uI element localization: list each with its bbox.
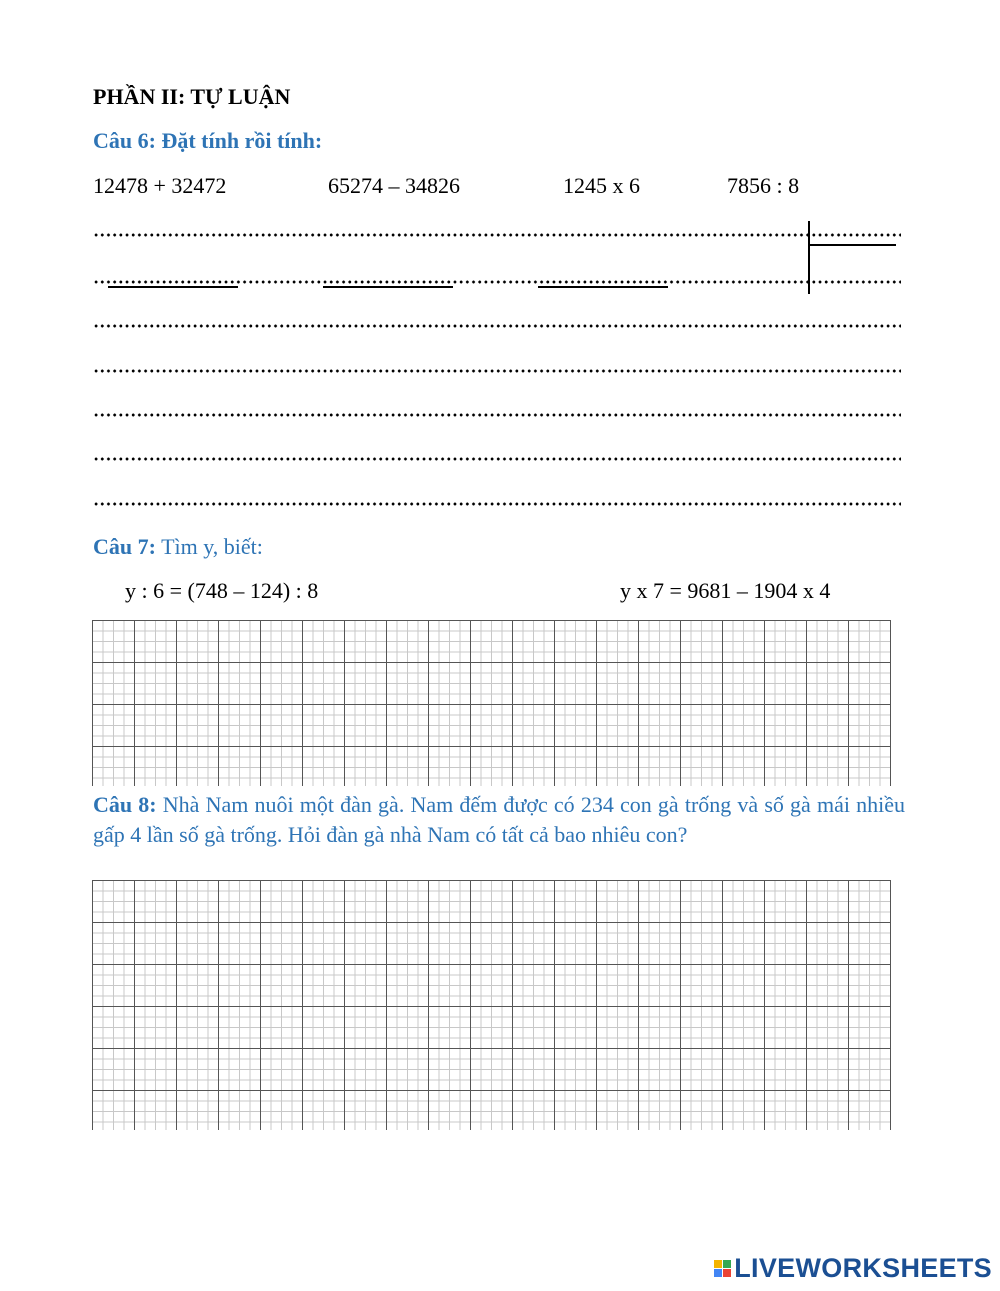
question-7-label: Câu 7: [93, 534, 156, 559]
liveworksheets-icon [714, 1260, 731, 1277]
brand-name: LIVEWORKSHEETS [734, 1253, 992, 1283]
addition-result-underline [108, 286, 238, 288]
question-6-heading [93, 128, 322, 154]
equation-left: y : 6 = (748 – 124) : 8 [125, 578, 319, 603]
expression-addition: 12478 + 32472 [93, 173, 227, 198]
division-horizontal-bar [808, 244, 896, 246]
expression-subtraction: 65274 – 34826 [328, 173, 460, 198]
division-vertical-bar [808, 221, 810, 294]
question-6-label: Câu 6: [93, 128, 156, 153]
brand-logo[interactable] [714, 1253, 992, 1284]
subtraction-result-underline [323, 286, 453, 288]
answer-dotted-line[interactable] [93, 322, 901, 330]
answer-grid-question-8[interactable] [92, 880, 891, 1130]
icon-square-3 [714, 1269, 722, 1277]
icon-square-4 [723, 1269, 731, 1277]
question-7-text: Tìm y, biết: [161, 534, 263, 559]
icon-square-1 [714, 1260, 722, 1268]
answer-dotted-line[interactable] [93, 231, 901, 239]
expression-division: 7856 : 8 [727, 173, 800, 198]
answer-dotted-line[interactable] [93, 367, 901, 375]
question-7-heading [93, 534, 263, 560]
equation-right: y x 7 = 9681 – 1904 x 4 [620, 578, 831, 603]
answer-dotted-line[interactable] [93, 455, 901, 463]
question-6-text: Đặt tính rồi tính: [161, 128, 323, 153]
answer-dotted-line[interactable] [93, 411, 901, 419]
answer-grid-question-7[interactable] [92, 620, 891, 786]
question-8-paragraph [93, 790, 905, 850]
answer-dotted-line[interactable] [93, 500, 901, 508]
section-title: PHẦN II: TỰ LUẬN [93, 84, 291, 109]
question-8-label: Câu 8: [93, 792, 157, 817]
expression-multiplication: 1245 x 6 [563, 173, 640, 198]
multiplication-result-underline [538, 286, 668, 288]
question-8-text: Nhà Nam nuôi một đàn gà. Nam đếm được có 234 con gà trống và số gà mái nhiều gấp 4 lần số gà trống. Hỏi đàn gà nhà Nam có tất cả bao nhiêu con? [93, 792, 906, 847]
icon-square-2 [723, 1260, 731, 1268]
answer-dotted-line[interactable] [93, 278, 901, 286]
